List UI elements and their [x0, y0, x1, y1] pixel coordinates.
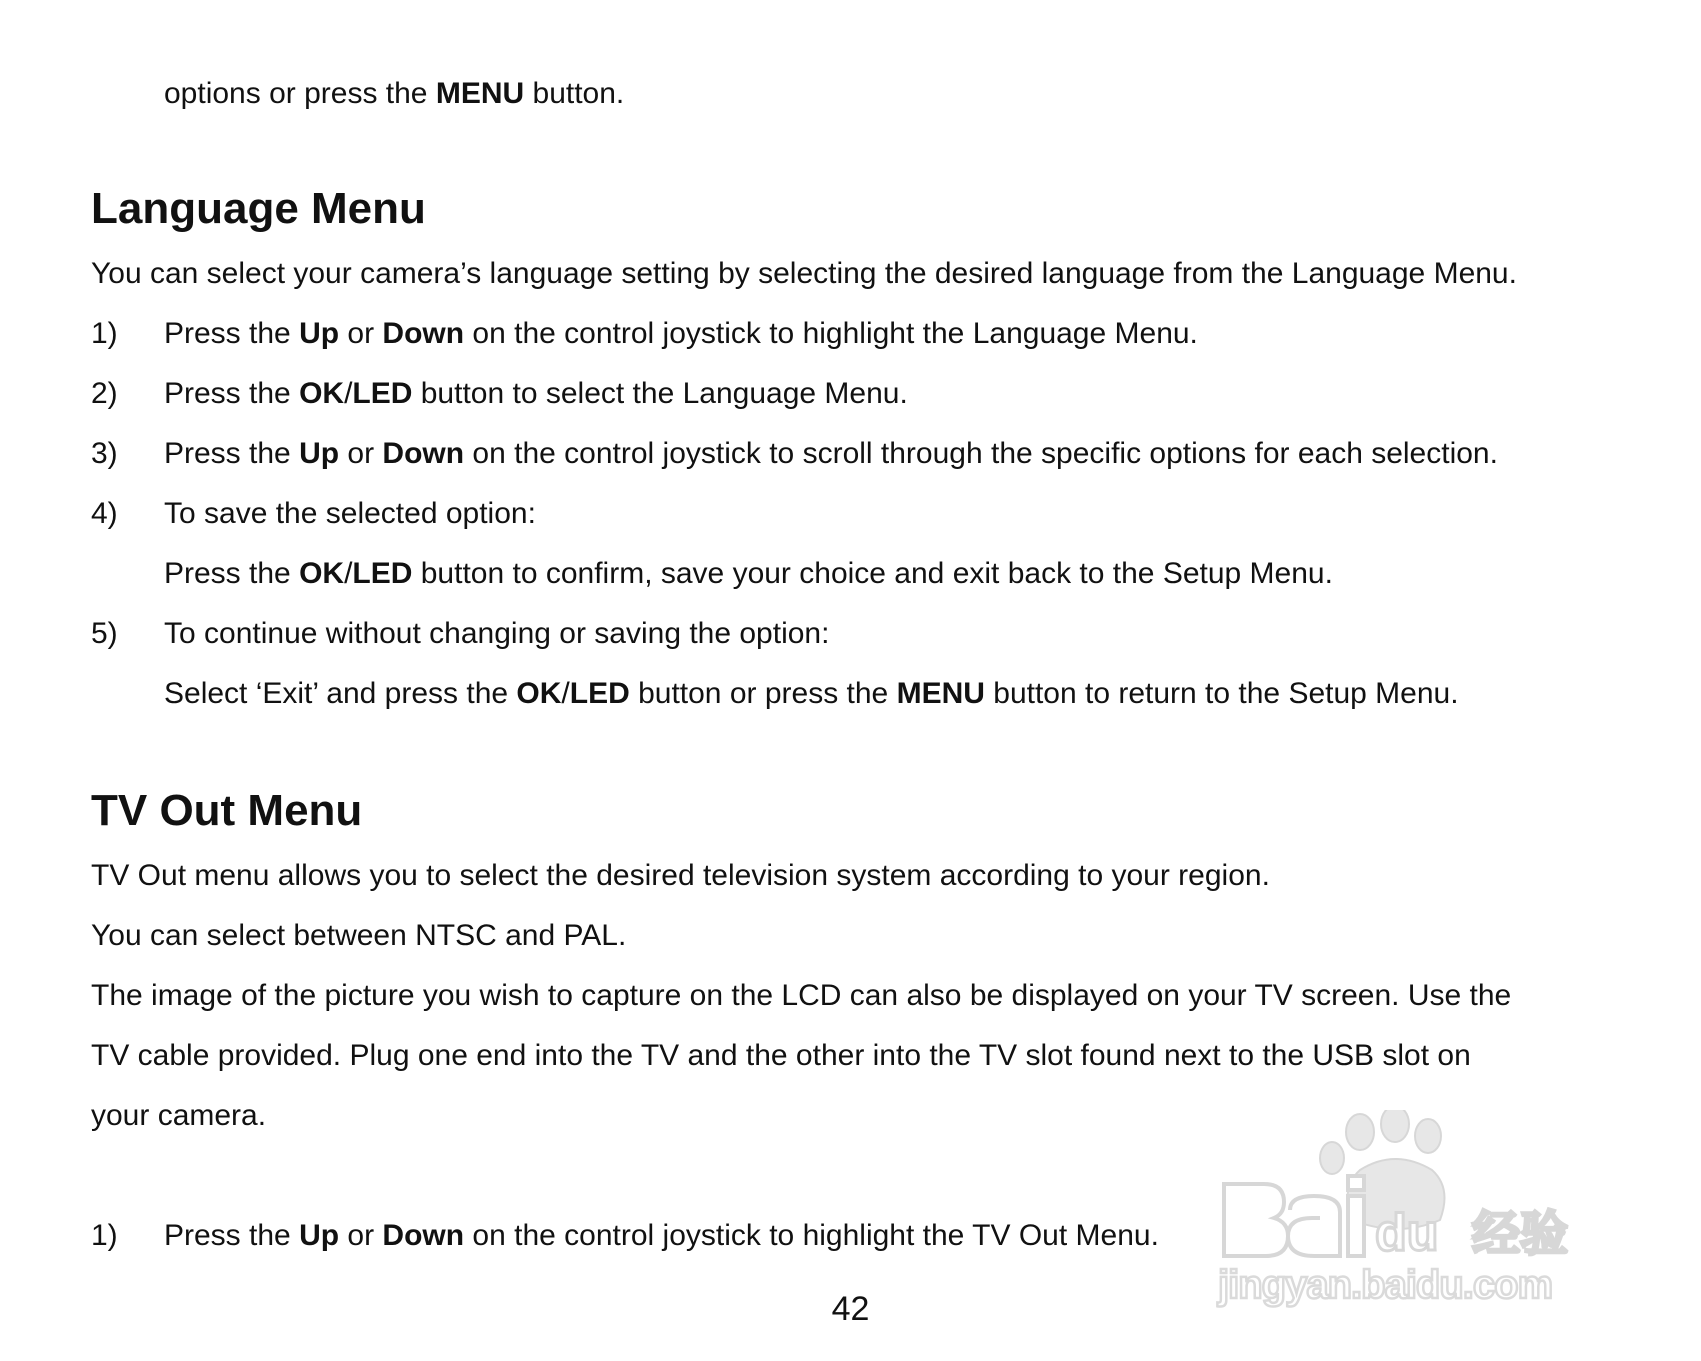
- tv-paragraph-1: TV Out menu allows you to select the desired television system according to your region.: [91, 859, 1270, 892]
- text-fragment: Press the: [164, 317, 300, 350]
- step-text: To continue without changing or saving the option:: [164, 617, 830, 650]
- bold-term: Up: [299, 437, 340, 470]
- tv-paragraph-3-line-1: The image of the picture you wish to capture on the LCD can also be displayed on your TV screen. Use the: [91, 979, 1512, 1012]
- bold-term: LED: [569, 677, 630, 710]
- step-number: 3): [91, 437, 118, 470]
- watermark-url: jingyan.baidu.com: [1218, 1263, 1553, 1307]
- bold-term: LED: [352, 377, 413, 410]
- text-fragment: on the control joystick to highlight the Language Menu.: [464, 317, 1198, 350]
- bold-term: MENU: [896, 677, 985, 710]
- text-fragment: button or press the: [629, 677, 897, 710]
- step-subtext: [164, 556, 1333, 592]
- step-text: [164, 436, 1498, 472]
- step-text: [164, 376, 908, 412]
- step-number: 4): [91, 497, 118, 530]
- tv-paragraph-3-line-3: your camera.: [91, 1099, 267, 1132]
- bold-term: OK: [299, 377, 345, 410]
- text-fragment: Select ‘Exit’ and press the: [164, 677, 517, 710]
- language-intro: You can select your camera’s language setting by selecting the desired language from the Language Menu.: [91, 257, 1517, 290]
- bold-term: Down: [382, 317, 465, 350]
- step-number: 1): [91, 317, 118, 350]
- bold-term: Down: [382, 437, 465, 470]
- tv-paragraph-3-line-2: TV cable provided. Plug one end into the TV and the other into the TV slot found next to the USB slot on: [91, 1039, 1471, 1072]
- text-fragment: button to return to the Setup Menu.: [984, 677, 1459, 710]
- step-text: [164, 316, 1198, 352]
- bold-term: MENU: [435, 77, 525, 110]
- text-fragment: Press the: [164, 437, 300, 470]
- step-number: 1): [91, 1219, 118, 1252]
- bold-term: Down: [382, 1219, 465, 1252]
- text-fragment: button.: [524, 77, 625, 110]
- svg-text:经验: 经验: [1472, 1206, 1569, 1262]
- text-fragment: /: [344, 557, 353, 590]
- text-fragment: Press the: [164, 377, 300, 410]
- text-fragment: button to select the Language Menu.: [412, 377, 908, 410]
- bold-term: Up: [299, 1219, 340, 1252]
- text-fragment: or: [339, 317, 383, 350]
- text-fragment: on the control joystick to highlight the TV Out Menu.: [464, 1219, 1159, 1252]
- text-fragment: /: [561, 677, 570, 710]
- text-fragment: or: [339, 1219, 383, 1252]
- text-fragment: Press the: [164, 557, 300, 590]
- bold-term: OK: [299, 557, 345, 590]
- bold-term: LED: [352, 557, 413, 590]
- bold-term: Up: [299, 317, 340, 350]
- page-number: 42: [831, 1290, 870, 1328]
- text-fragment: /: [344, 377, 353, 410]
- step-number: 2): [91, 377, 118, 410]
- svg-text:du: du: [1375, 1204, 1439, 1262]
- text-fragment: or: [339, 437, 383, 470]
- text-fragment: button to confirm, save your choice and exit back to the Setup Menu.: [412, 557, 1333, 590]
- step-number: 5): [91, 617, 118, 650]
- text-fragment: Press the: [164, 1219, 300, 1252]
- step-subtext: [164, 676, 1459, 712]
- step-text: [164, 1218, 1159, 1254]
- text-fragment: on the control joystick to scroll through the specific options for each selection.: [464, 437, 1498, 470]
- tv-paragraph-2: You can select between NTSC and PAL.: [91, 919, 627, 952]
- baidu-jingyan-watermark-logo: [1210, 1110, 1630, 1310]
- step-text: To save the selected option:: [164, 497, 536, 530]
- bold-term: OK: [516, 677, 562, 710]
- continuation-line: [164, 76, 624, 112]
- text-fragment: options or press the: [164, 77, 436, 110]
- section-heading-tv-out: TV Out Menu: [91, 786, 363, 835]
- section-heading-language: Language Menu: [91, 184, 426, 233]
